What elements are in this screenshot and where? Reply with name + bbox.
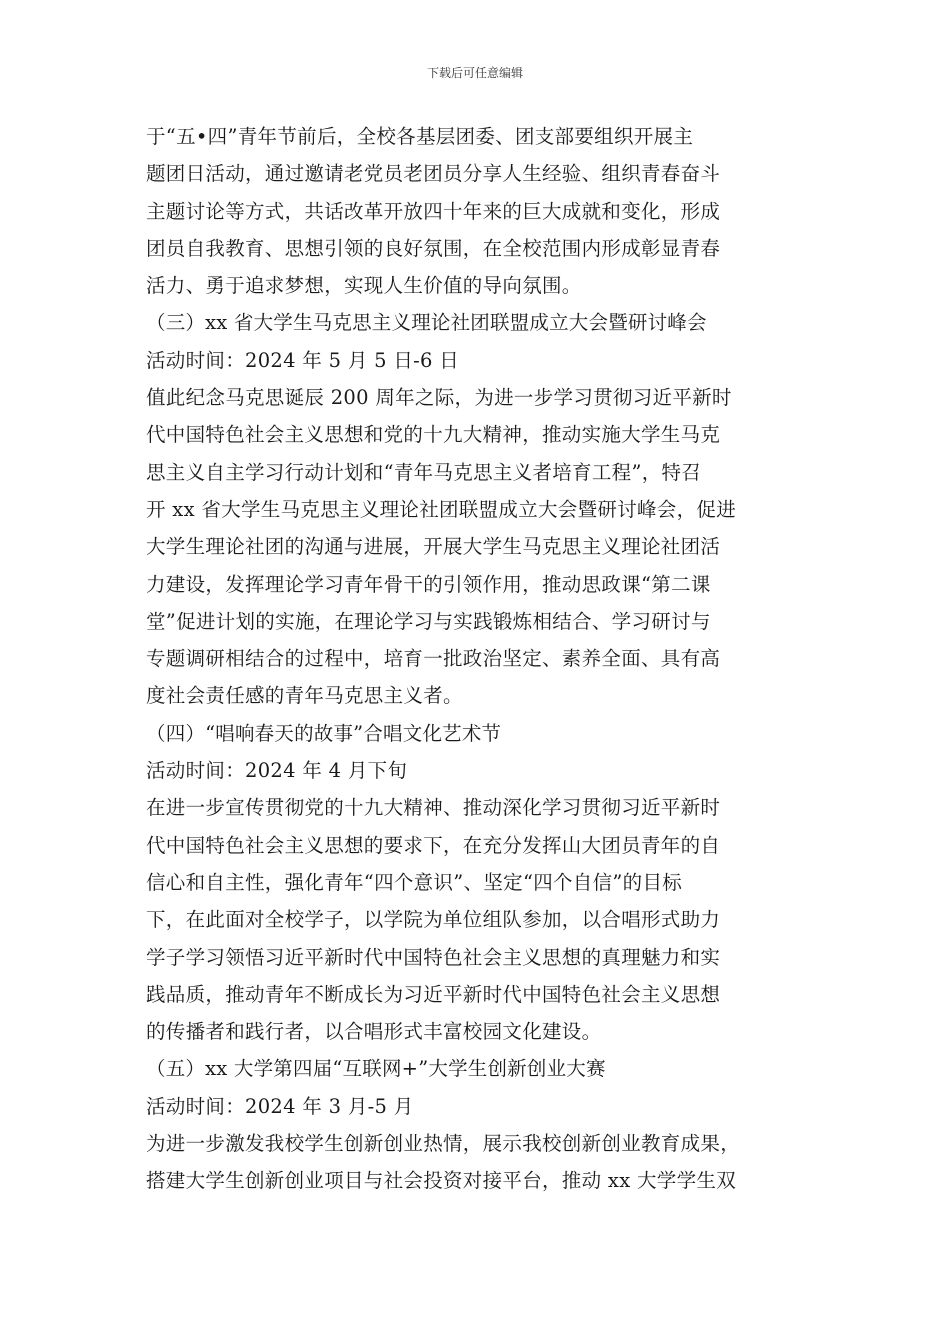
section-heading-5: （五）xx 大学第四届“互联网+”大学生创新创业大赛 (146, 1057, 606, 1081)
text-line: 搭建大学生创新创业项目与社会投资对接平台，推动 xx 大学学生双 (146, 1169, 736, 1193)
page-header: 下载后可任意编辑 (426, 66, 523, 80)
text-line: 主题讨论等方式，共话改革开放四十年来的巨大成就和变化，形成 (146, 199, 721, 223)
text-line: 的传播者和践行者，以合唱形式丰富校园文化建设。 (146, 1020, 602, 1044)
text-line: 力建设，发挥理论学习青年骨干的引领作用，推动思政课“第二课 (146, 572, 711, 596)
text-line: 值此纪念马克思诞辰 200 周年之际，为进一步学习贯彻习近平新时 (146, 386, 732, 410)
text-line: 堂”促进计划的实施，在理论学习与实践锻炼相结合、学习研讨与 (146, 609, 711, 633)
text-line: 大学生理论社团的沟通与进展，开展大学生马克思主义理论社团活 (146, 535, 721, 559)
text-line: 学子学习领悟习近平新时代中国特色社会主义思想的真理魅力和实 (146, 945, 721, 969)
activity-time: 活动时间：2024 年 5 月 5 日-6 日 (146, 348, 460, 372)
section-heading-3: （三）xx 省大学生马克思主义理论社团联盟成立大会暨研讨峰会 (146, 311, 707, 335)
text-line: 信心和自主性，强化青年“四个意识”、坚定“四个自信”的目标 (146, 870, 683, 894)
text-line: 于“五•四”青年节前后，全校各基层团委、团支部要组织开展主 (146, 125, 694, 148)
text-line: 思主义自主学习行动计划和“青年马克思主义者培育工程”，特召 (146, 460, 702, 484)
text-line: 度社会责任感的青年马克思主义者。 (146, 684, 463, 708)
text-line: 践品质，推动青年不断成长为习近平新时代中国特色社会主义思想 (146, 982, 721, 1006)
text-line: 专题调研相结合的过程中，培育一批政治坚定、素养全面、具有高 (146, 647, 721, 671)
activity-time: 活动时间：2024 年 4 月下旬 (146, 759, 408, 783)
text-line: 在进一步宣传贯彻党的十九大精神、推动深化学习贯彻习近平新时 (146, 796, 721, 820)
document-body (146, 118, 810, 1200)
text-line: 为进一步激发我校学生创新创业热情，展示我校创新创业教育成果， (146, 1132, 741, 1156)
text-line: 开 xx 省大学生马克思主义理论社团联盟成立大会暨研讨峰会，促进 (146, 497, 736, 521)
text-line: 代中国特色社会主义思想和党的十九大精神，推动实施大学生马克 (146, 423, 721, 447)
text-line: 题团日活动，通过邀请老党员老团员分享人生经验、组织青春奋斗 (146, 162, 721, 186)
text-line: 下，在此面对全校学子，以学院为单位组队参加，以合唱形式助力 (146, 908, 721, 932)
section-heading-4: （四）“唱响春天的故事”合唱文化艺术节 (146, 721, 502, 745)
text-line: 活力、勇于追求梦想，实现人生价值的导向氛围。 (146, 274, 582, 298)
text-line: 团员自我教育、思想引领的良好氛围，在全校范围内形成彰显青春 (146, 236, 721, 260)
text-line: 代中国特色社会主义思想的要求下，在充分发挥山大团员青年的自 (146, 833, 721, 857)
activity-time: 活动时间：2024 年 3 月-5 月 (146, 1094, 414, 1118)
